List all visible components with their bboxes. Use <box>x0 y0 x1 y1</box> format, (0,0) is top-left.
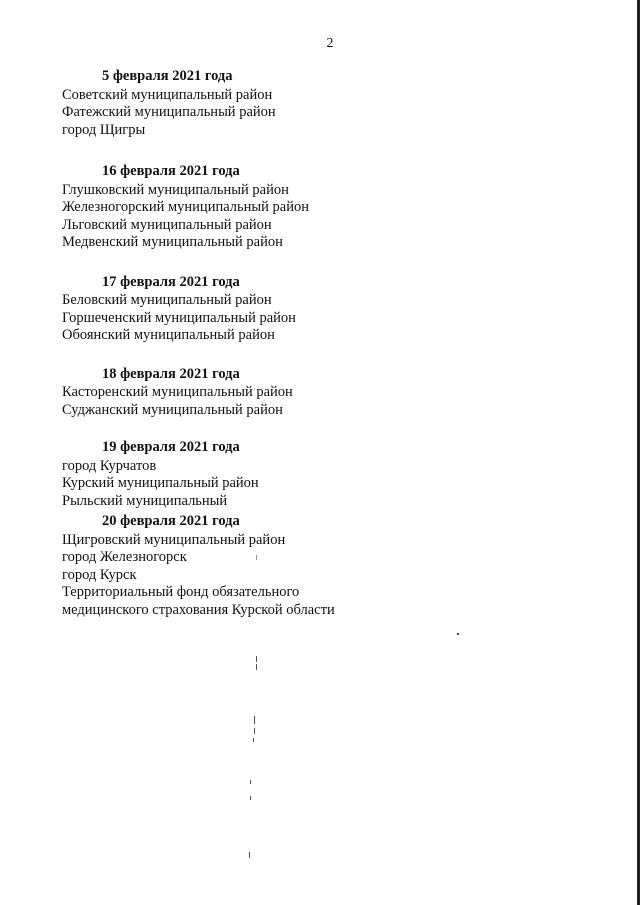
schedule-section <box>62 68 482 139</box>
district-item: Курский муниципальный район <box>62 475 259 491</box>
district-item: Железногорский муниципальный район <box>62 199 309 215</box>
section-date-heading: 20 февраля 2021 года <box>102 513 240 529</box>
section-date-heading: 18 февраля 2021 года <box>102 365 240 382</box>
district-item: Горшеченский муниципальный район <box>62 309 296 326</box>
schedule-section <box>62 274 482 345</box>
district-item: город Щигры <box>62 121 146 138</box>
section-date-heading: 16 февраля 2021 года <box>102 163 240 179</box>
district-item: Территориальный фонд обязательного <box>62 584 300 600</box>
district-item: Обоянский муниципальный район <box>62 327 275 343</box>
schedule-section <box>62 513 482 619</box>
district-item: Медвенский муниципальный район <box>62 234 283 250</box>
district-item: Льговский муниципальный район <box>62 216 272 233</box>
scan-artifact <box>457 633 459 635</box>
schedule-section <box>62 439 482 510</box>
district-item: Советский муниципальный район <box>62 86 273 103</box>
scan-artifact <box>249 852 250 858</box>
schedule-section <box>62 366 482 420</box>
district-item: Глушковский муниципальный район <box>62 181 289 198</box>
scan-artifact <box>250 796 251 800</box>
section-date-heading: 17 февраля 2021 года <box>102 273 240 290</box>
district-item: город Курск <box>62 566 137 583</box>
scan-artifact <box>256 555 257 560</box>
section-date-heading: 5 февраля 2021 года <box>102 68 233 84</box>
section-date-heading: 19 февраля 2021 года <box>102 439 240 455</box>
district-item: Суджанский муниципальный район <box>62 401 283 418</box>
scan-artifact <box>256 664 257 670</box>
scan-artifact <box>254 716 255 724</box>
district-item: Щигровский муниципальный район <box>62 531 286 548</box>
scan-artifact <box>253 738 254 742</box>
scan-artifact <box>254 728 255 734</box>
district-item: Рыльский муниципальный <box>62 492 228 509</box>
page-number: 2 <box>326 36 334 51</box>
district-item: Фатежский муниципальный район <box>62 104 276 120</box>
district-item: город Железногорск <box>62 549 187 565</box>
schedule-content <box>62 68 482 619</box>
scan-artifact <box>256 656 257 662</box>
district-item: Касторенский муниципальный район <box>62 384 293 400</box>
scan-artifact <box>250 780 251 784</box>
schedule-section <box>62 163 482 252</box>
district-item: город Курчатов <box>62 457 157 474</box>
district-item: Беловский муниципальный район <box>62 292 272 308</box>
district-item: медицинского страхования Курской области <box>62 601 335 618</box>
